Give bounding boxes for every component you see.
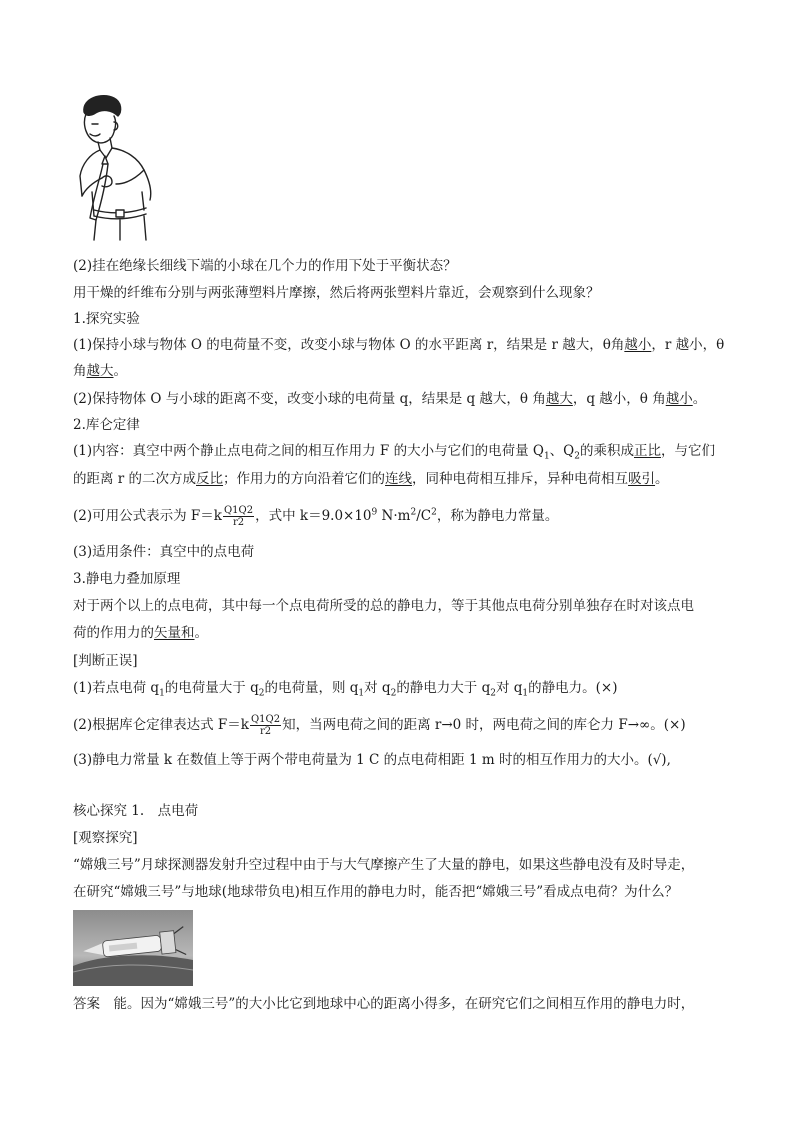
section-1-title: 1.探究实验: [73, 311, 140, 327]
core-inquiry-title: 核心探究 1. 点电荷: [73, 803, 199, 819]
question-plastic-sheets: 用干燥的纤维布分别与两张薄塑料片摩擦，然后将两张塑料片靠近，会观察到什么现象？: [73, 285, 600, 301]
question-line-2: 在研究“嫦娥三号”与地球(地球带负电)相互作用的静电力时，能否把“嫦娥三号”看成点电荷？为什么？: [73, 884, 679, 900]
coulomb-content-line-2: 的距离 r 的二次方成反比；作用力的方向沿着它们的连线，同种电荷相互排斥，异种电荷相互吸引。: [73, 471, 669, 487]
superposition-line-2: 荷的作用力的矢量和。: [73, 625, 208, 641]
observation-heading: [观察探究]: [73, 830, 138, 846]
coulomb-content-line-1: (1)内容：真空中两个静止点电荷之间的相互作用力 F 的大小与它们的电荷量 $Q_1$、$Q_2$的乘积成正比，与它们: [73, 443, 715, 462]
judge-title: [判断正误]: [73, 653, 138, 669]
answer-line: 答案 能。因为“嫦娥三号”的大小比它到地球中心的距离小得多，在研究它们之间相互作用的静电力时，: [73, 996, 695, 1012]
experiment-1-line-1: (1)保持小球与物体 O 的电荷量不变，改变小球与物体 O 的水平距离 r，结果是 r 越大，θ角越小，r 越小，θ: [73, 337, 725, 353]
judge-item-1: (1)若点电荷 $q_1$的电荷量大于 $q_2$的电荷量，则 $q_1$对 $q_2$的静电力大于 $q_2$对 $q_1$的静电力。(×): [73, 680, 618, 699]
experiment-1-line-2: 角越大。: [73, 363, 127, 379]
coulomb-fraction-judge: $\frac{Q1Q2}{r2}$: [250, 714, 281, 737]
coulomb-formula-line: (2)可用公式表示为 F＝k $\frac{Q1Q2}{r2}$ ，式中 $k=9.0\times 10^9$ $N\cdot m^2/C^2$，称为静电力常量。: [73, 505, 559, 528]
change3-probe-photo: [73, 910, 193, 986]
section-2-title: 2.库仑定律: [73, 417, 140, 433]
experiment-2-line: (2)保持物体 O 与小球的距离不变，改变小球的电荷量 q，结果是 q 越大，θ 角越大，q 越小，θ 角越小。: [73, 391, 707, 407]
judge-item-2: (2)根据库仑定律表达式 F＝k $\frac{Q1Q2}{r2}$ 知，当两电荷之间的距离 r→0 时，两电荷之间的库仑力 F→∞。(×): [73, 714, 686, 737]
applicable-condition: (3)适用条件：真空中的点电荷: [73, 544, 255, 560]
coulomb-fraction: $\frac{Q1Q2}{r2}$: [223, 505, 254, 528]
judge-item-3: (3)静电力常量 k 在数值上等于两个带电荷量为 1 C 的点电荷相距 1 m 时的相互作用力的大小。(√),: [73, 752, 671, 768]
question-2: (2)挂在绝缘长细线下端的小球在几个力的作用下处于平衡状态？: [73, 258, 457, 274]
man-rubbing-tie-illustration: [72, 92, 168, 242]
section-3-title: 3.静电力叠加原理: [73, 571, 181, 587]
question-line-1: “嫦娥三号”月球探测器发射升空过程中由于与大气摩擦产生了大量的静电，如果这些静电没有及时导走，: [73, 857, 695, 873]
superposition-line-1: 对于两个以上的点电荷，其中每一个点电荷所受的总的静电力，等于其他点电荷分别单独存在时对该点电: [73, 598, 694, 614]
